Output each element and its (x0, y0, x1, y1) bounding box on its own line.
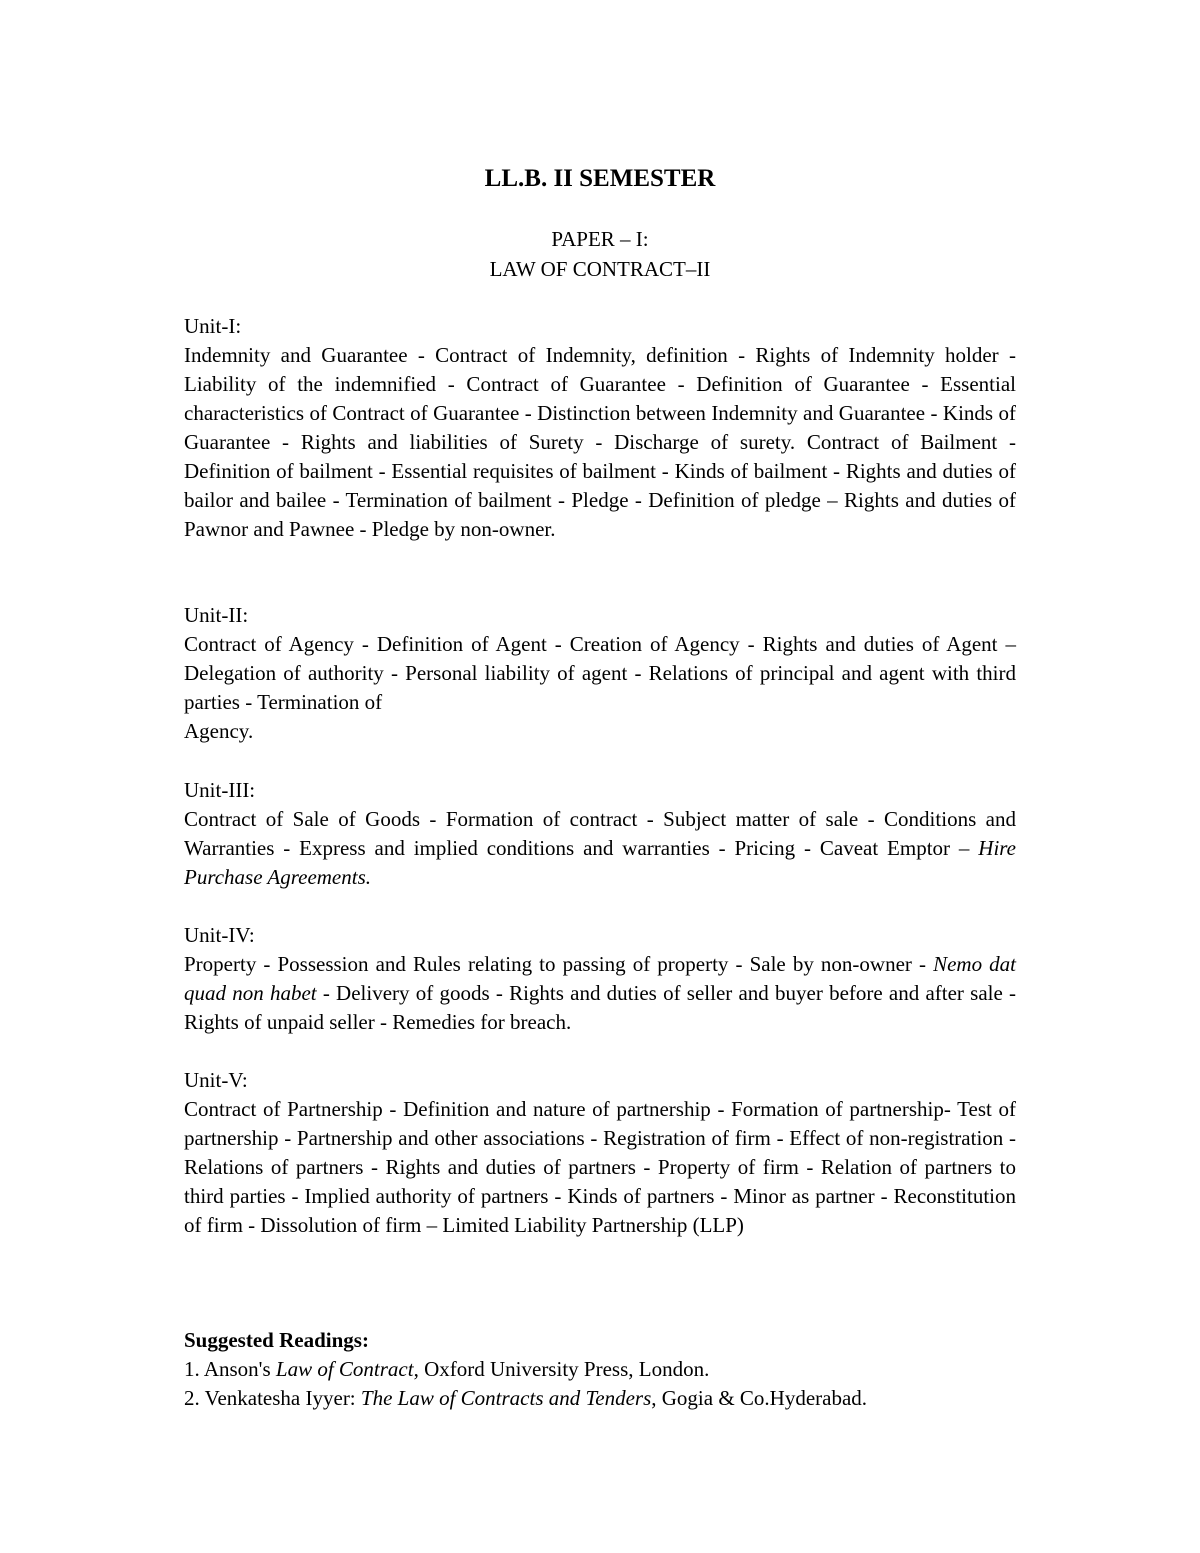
unit-1-section (184, 312, 1016, 544)
unit-2-heading: Unit-II: (184, 603, 249, 627)
unit-1-body: Indemnity and Guarantee - Contract of Indemnity, definition - Rights of Indemnity holder - Liability of the indemnified - Contract of Guarantee - Definition of Guarantee - Essential characteristics of Contract of Guarantee - Distinction between Indemnity and Guarantee - Kinds of Guarantee - Rights and liabilities of Surety - Discharge of surety. Contract of Bailment - Definition of bailment - Essential requisites of bailment - Kinds of bailment - Rights and duties of bailor and bailee - Termination of bailment - Pledge - Definition of pledge – Rights and duties of Pawnor and Pawnee - Pledge by non-owner. (184, 343, 1016, 541)
reading-item (184, 1384, 1084, 1413)
unit-4-body-italic: Nemo dat quad non habet (184, 952, 1016, 1005)
unit-5-section (184, 1066, 1016, 1240)
unit-2-body-tail: Agency. (184, 719, 254, 743)
unit-3-heading: Unit-III: (184, 778, 256, 802)
reading-item (184, 1355, 1084, 1384)
unit-3-section (184, 776, 1016, 892)
unit-3-body-text: Contract of Sale of Goods - Formation of contract - Subject matter of sale - Conditions and Warranties - Express and implied conditions and warranties - Pricing - Caveat Emptor – (184, 807, 1016, 860)
reading-2-prefix: 2. Venkatesha Iyyer: (184, 1386, 361, 1410)
unit-4-heading: Unit-IV: (184, 923, 255, 947)
unit-1-heading: Unit-I: (184, 314, 242, 338)
unit-3-body-italic: Hire Purchase Agreements. (184, 836, 1016, 889)
reading-2-suffix: , Gogia & Co.Hyderabad. (651, 1386, 868, 1410)
unit-2-body: Contract of Agency - Definition of Agent - Creation of Agency - Rights and duties of Agent – Delegation of authority - Personal liability of agent - Relations of principal and agent with third parties - Termination of (184, 632, 1016, 714)
unit-3-body (184, 805, 1016, 892)
unit-5-heading: Unit-V: (184, 1068, 248, 1092)
unit-4-body-before: Property - Possession and Rules relating to passing of property - Sale by non-owner - (184, 952, 934, 976)
unit-4-body (184, 950, 1016, 1037)
readings-heading: Suggested Readings: (184, 1328, 369, 1352)
reading-1-suffix: , Oxford University Press, London. (413, 1357, 710, 1381)
suggested-readings (184, 1326, 1084, 1413)
reading-1-prefix: 1. Anson's (184, 1357, 276, 1381)
unit-4-body-after: - Delivery of goods - Rights and duties of seller and buyer before and after sale - Rights of unpaid seller - Remedies for breach. (184, 981, 1017, 1034)
reading-2-title: The Law of Contracts and Tenders (360, 1386, 652, 1410)
reading-1-title: Law of Contract (275, 1357, 414, 1381)
paper-number: PAPER – I: (551, 227, 649, 251)
unit-5-body: Contract of Partnership - Definition and nature of partnership - Formation of partnership- Test of partnership - Partnership and other associations - Registration of firm - Effect of non-registration - Relations of partners - Rights and duties of partners - Property of firm - Relation of partners to third parties - Implied authority of partners - Kinds of partners - Minor as partner - Reconstitution of firm - Dissolution of firm – Limited Liability Partnership (LLP) (184, 1097, 1016, 1237)
page-title: LL.B. II SEMESTER (484, 165, 716, 192)
unit-4-section (184, 921, 1016, 1037)
unit-2-section (184, 601, 1016, 746)
paper-subject: LAW OF CONTRACT–II (489, 257, 711, 281)
